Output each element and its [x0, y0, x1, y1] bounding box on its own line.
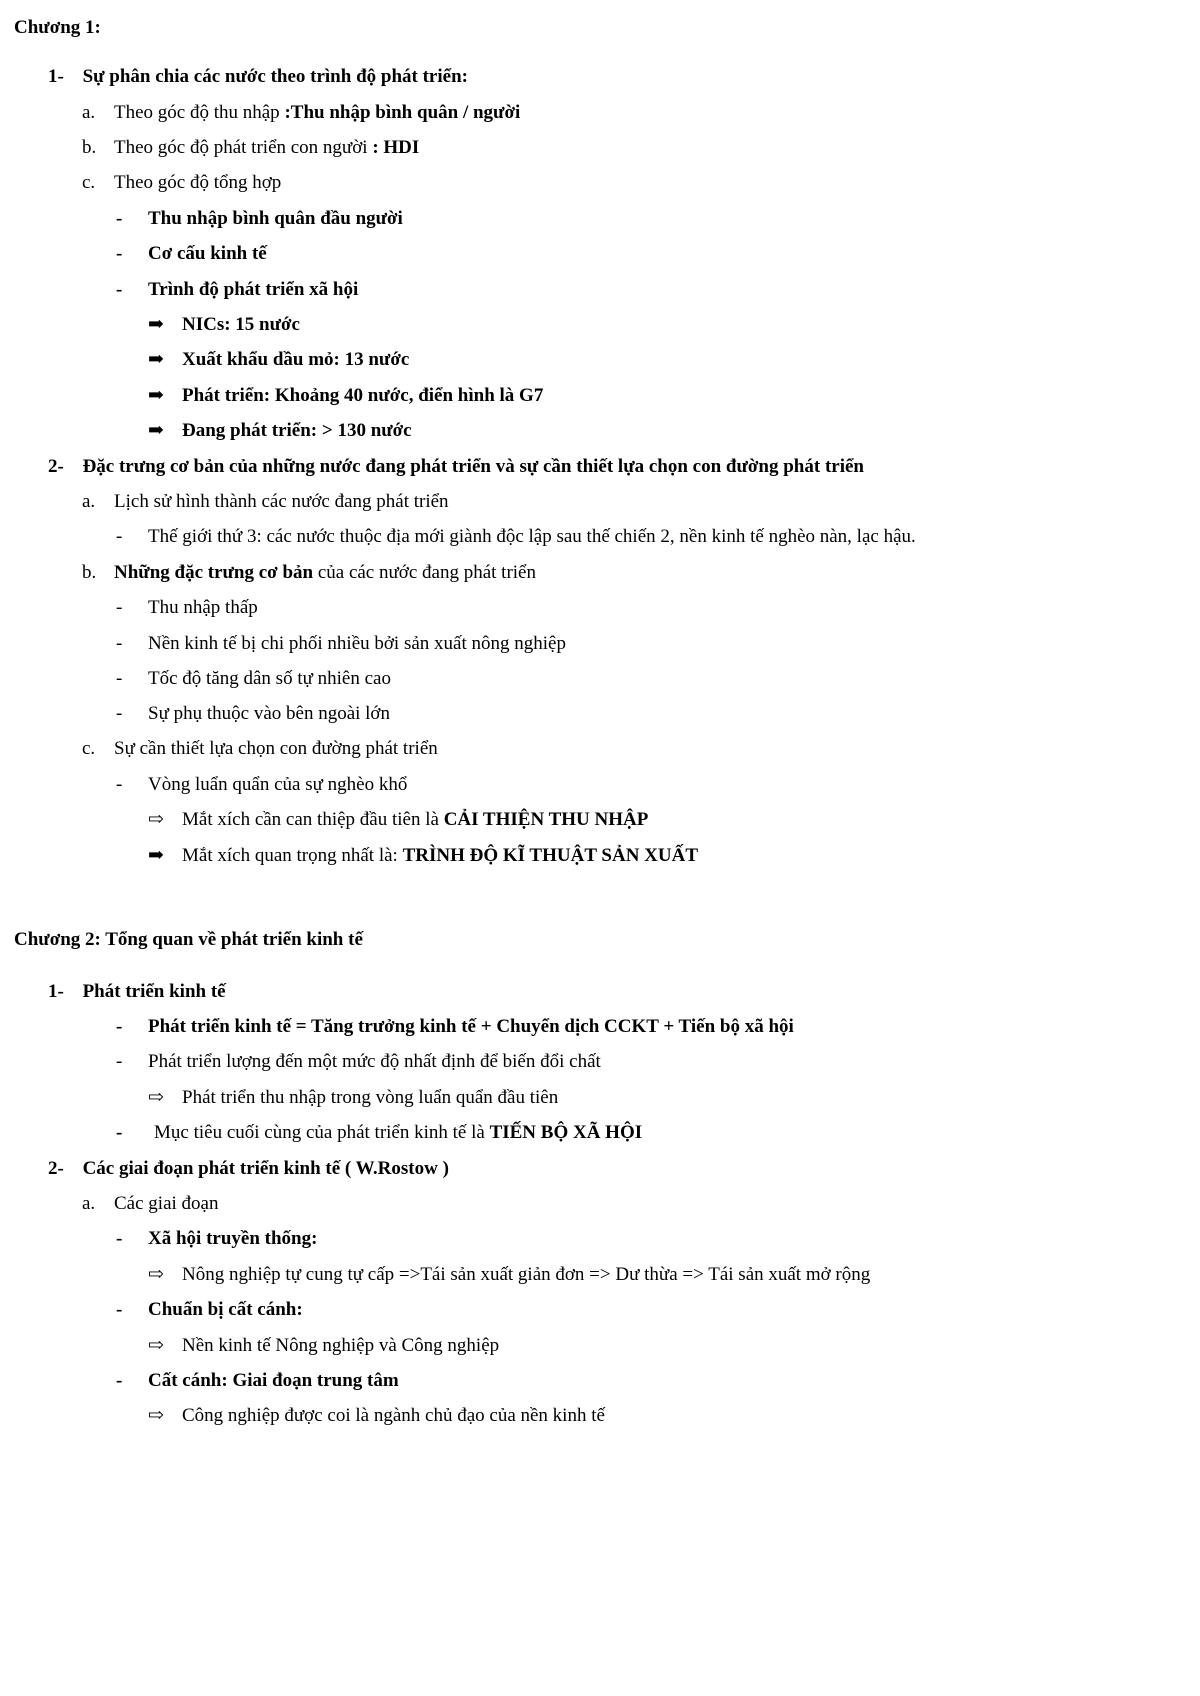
arrow-item: ➡ Xuất khẩu dầu mỏ: 13 nước [148, 349, 410, 370]
dash-icon: - [116, 1299, 123, 1320]
dash-icon: - [116, 243, 123, 264]
section-number: 1- [48, 66, 64, 87]
section-1-1 [48, 65, 468, 89]
arrow-outline-icon: ⇨ [148, 1335, 164, 1356]
arrow-item: ⇨ Nông nghiệp tự cung tự cấp =>Tái sản xuất giản đơn => Dư thừa => Tái sản xuất mở rộng [148, 1264, 871, 1285]
bullet-item: - Phát triển kinh tế = Tăng trưởng kinh tế + Chuyển dịch CCKT + Tiến bộ xã hội [116, 1016, 794, 1037]
dash-icon: - [116, 774, 123, 795]
arrow-item: ⇨ Mắt xích cần can thiệp đầu tiên là CẢI THIỆN THU NHẬP [148, 809, 649, 830]
list-item: a. Lịch sử hình thành các nước đang phát triển [82, 491, 449, 512]
arrow-outline-icon: ⇨ [148, 1264, 164, 1285]
section-title: Sự phân chia các nước theo trình độ phát triển: [82, 66, 468, 87]
section-2-1 [48, 980, 226, 1004]
section-1-2 [48, 455, 864, 479]
bullet-item: - Thế giới thứ 3: các nước thuộc địa mới giành độc lập sau thế chiến 2, nền kinh tế nghèo nàn, lạc hậu. [116, 526, 916, 547]
chapter-2-title: Chương 2: Tổng quan về phát triển kinh tế [14, 929, 363, 950]
list-item: a. Các giai đoạn [82, 1193, 219, 1214]
dash-icon: - [116, 1016, 123, 1037]
arrow-right-icon: ➡ [148, 314, 164, 335]
arrow-item: ⇨ Công nghiệp được coi là ngành chủ đạo của nền kinh tế [148, 1405, 605, 1426]
dash-icon: - [116, 703, 123, 724]
list-item: b. Những đặc trưng cơ bản của các nước đang phát triển [82, 562, 536, 583]
arrow-right-icon: ➡ [148, 349, 164, 370]
dash-icon: - [116, 668, 123, 689]
bullet-item: - Phát triển lượng đến một mức độ nhất định để biến đổi chất [116, 1051, 601, 1072]
arrow-item: ➡ Phát triển: Khoảng 40 nước, điển hình là G7 [148, 385, 544, 406]
list-item: c. Theo góc độ tổng hợp [82, 172, 282, 193]
section-number: 2- [48, 1158, 64, 1179]
bullet-item: - Tốc độ tăng dân số tự nhiên cao [116, 668, 391, 689]
list-item: a. Theo góc độ thu nhập :Thu nhập bình quân / người [82, 102, 521, 123]
arrow-outline-icon: ⇨ [148, 809, 164, 830]
dash-icon: - [116, 526, 123, 547]
bullet-item: - Mục tiêu cuối cùng của phát triển kinh tế là TIẾN BỘ XÃ HỘI [116, 1122, 643, 1143]
arrow-right-icon: ➡ [148, 385, 164, 406]
dash-icon: - [116, 633, 123, 654]
dash-icon: - [116, 279, 123, 300]
dash-icon: - [116, 1370, 123, 1391]
section-2-2 [48, 1157, 449, 1181]
bullet-item: - Thu nhập bình quân đầu người [116, 208, 403, 229]
bullet-item: - Trình độ phát triển xã hội [116, 279, 359, 300]
arrow-item: ⇨ Phát triển thu nhập trong vòng luẩn quẩn đầu tiên [148, 1087, 559, 1108]
arrow-right-icon: ➡ [148, 845, 164, 866]
bullet-item: - Cơ cấu kinh tế [116, 243, 267, 264]
dash-icon: - [116, 1051, 123, 1072]
arrow-item: ➡ Đang phát triển: > 130 nước [148, 420, 412, 441]
bullet-item: - Chuẩn bị cất cánh: [116, 1299, 303, 1320]
bullet-item: - Cất cánh: Giai đoạn trung tâm [116, 1370, 399, 1391]
list-item: b. Theo góc độ phát triển con người : HDI [82, 137, 420, 158]
arrow-outline-icon: ⇨ [148, 1087, 164, 1108]
dash-icon: - [116, 1122, 123, 1143]
arrow-right-icon: ➡ [148, 420, 164, 441]
chapter-1-title: Chương 1: [14, 17, 101, 38]
arrow-outline-icon: ⇨ [148, 1405, 164, 1426]
bullet-item: - Xã hội truyền thống: [116, 1228, 318, 1249]
bullet-item: - Sự phụ thuộc vào bên ngoài lớn [116, 703, 390, 724]
section-title: Đặc trưng cơ bản của những nước đang phát triển và sự cần thiết lựa chọn con đường phát triển [82, 456, 864, 477]
dash-icon: - [116, 597, 123, 618]
section-number: 2- [48, 456, 64, 477]
bullet-item: - Thu nhập thấp [116, 597, 258, 618]
arrow-item: ➡ Mắt xích quan trọng nhất là: TRÌNH ĐỘ KĨ THUẬT SẢN XUẤT [148, 845, 698, 866]
bullet-item: - Vòng luẩn quẩn của sự nghèo khổ [116, 774, 408, 795]
list-item: c. Sự cần thiết lựa chọn con đường phát triển [82, 738, 438, 759]
dash-icon: - [116, 208, 123, 229]
dash-icon: - [116, 1228, 123, 1249]
bullet-item: - Nền kinh tế bị chi phối nhiều bởi sản xuất nông nghiệp [116, 633, 566, 654]
arrow-item: ⇨ Nền kinh tế Nông nghiệp và Công nghiệp [148, 1335, 500, 1356]
section-title: Phát triển kinh tế [82, 981, 226, 1002]
arrow-item: ➡ NICs: 15 nước [148, 314, 300, 335]
section-title: Các giai đoạn phát triển kinh tế ( W.Rostow ) [82, 1158, 449, 1179]
section-number: 1- [48, 981, 64, 1002]
